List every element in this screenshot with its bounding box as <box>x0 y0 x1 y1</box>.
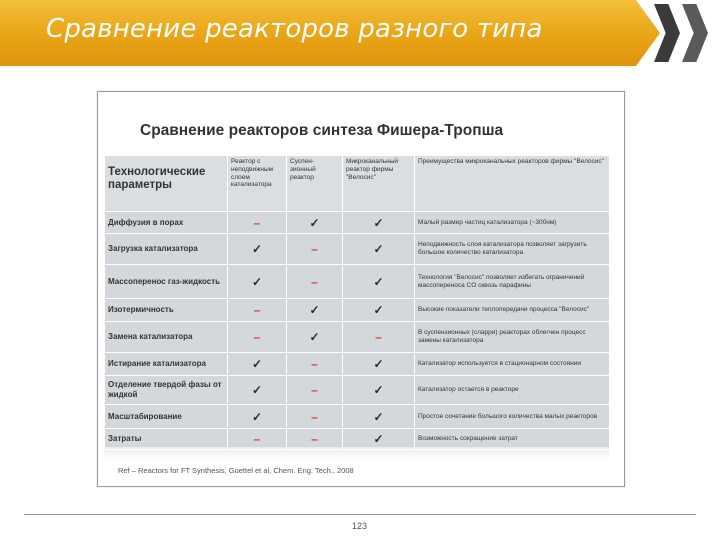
footer-divider <box>24 514 696 515</box>
embedded-slide-image <box>97 91 625 487</box>
row-advantage: Катализатор используется в стационарном состоянии <box>415 353 610 376</box>
row-advantage: В суспензионных (сларри) реакторах облегчен процесс замены катализатора <box>415 322 610 353</box>
table-row <box>105 212 610 234</box>
row-advantage: Технология "Велосис" позволяет избегать ограничений массопереноса CO сквозь парафины <box>415 265 610 299</box>
header-fixed-bed: Реактор с неподвижным слоем катализатора <box>228 156 287 212</box>
header-advantages: Преимущества микроканальных реакторов фирмы "Велосис" <box>415 156 610 212</box>
reference-note: Ref – Reactors for FT Synthesis, Guettel et al, Chem. Eng. Tech., 2008 <box>118 466 354 475</box>
table-row <box>105 265 610 299</box>
mark-microchannel-check-icon: ✓ <box>343 376 415 405</box>
mark-fixed-bed-check-icon: ✓ <box>228 234 287 265</box>
mark-slurry-dash-icon: – <box>287 265 343 299</box>
mark-slurry-check-icon: ✓ <box>287 299 343 322</box>
table-header-row <box>105 156 610 212</box>
comparison-table-wrapper <box>104 155 610 458</box>
mark-slurry-dash-icon: – <box>287 376 343 405</box>
mark-microchannel-check-icon: ✓ <box>343 429 415 450</box>
row-advantage: Катализатор остается в реакторе <box>415 376 610 405</box>
table-row <box>105 376 610 405</box>
mark-microchannel-check-icon: ✓ <box>343 405 415 429</box>
mark-microchannel-check-icon: ✓ <box>343 299 415 322</box>
mark-fixed-bed-dash-icon: – <box>228 429 287 450</box>
mark-fixed-bed-check-icon: ✓ <box>228 405 287 429</box>
mark-fixed-bed-dash-icon: – <box>228 322 287 353</box>
row-param: Отделение твердой фазы от жидкой <box>105 376 228 405</box>
slide-title: Сравнение реакторов разного типа <box>46 14 543 44</box>
table-row <box>105 429 610 450</box>
table-row <box>105 405 610 429</box>
mark-slurry-check-icon: ✓ <box>287 212 343 234</box>
row-advantage: Высокие показатели теплопередачи процесса "Велосис" <box>415 299 610 322</box>
mark-slurry-check-icon: ✓ <box>287 322 343 353</box>
mark-microchannel-check-icon: ✓ <box>343 265 415 299</box>
row-advantage: Неподвижность слоя катализатора позволяет загрузить большое количество катализатора <box>415 234 610 265</box>
mark-fixed-bed-check-icon: ✓ <box>228 376 287 405</box>
mark-microchannel-dash-icon: – <box>343 322 415 353</box>
mark-slurry-dash-icon: – <box>287 405 343 429</box>
row-param: Масштабирование <box>105 405 228 429</box>
row-advantage: Возможность сокращение затрат <box>415 429 610 450</box>
page-number: 123 <box>352 521 368 531</box>
mark-slurry-dash-icon: – <box>287 353 343 376</box>
table-title: Сравнение реакторов синтеза Фишера-Тропша <box>140 122 504 139</box>
mark-fixed-bed-check-icon: ✓ <box>228 265 287 299</box>
chevron-right-icon <box>682 4 708 62</box>
header-param: Технологические параметры <box>105 156 228 212</box>
mark-microchannel-check-icon: ✓ <box>343 212 415 234</box>
mark-fixed-bed-check-icon: ✓ <box>228 353 287 376</box>
table-row <box>105 234 610 265</box>
mark-microchannel-check-icon: ✓ <box>343 234 415 265</box>
header-microchannel: Микроканальный реактор фирмы "Велосис" <box>343 156 415 212</box>
row-param: Изотермичность <box>105 299 228 322</box>
row-advantage: Простое сочетание большого количества малых реакторов <box>415 405 610 429</box>
header-slurry: Суспен- зионный реактор <box>287 156 343 212</box>
mark-fixed-bed-dash-icon: – <box>228 212 287 234</box>
row-param: Загрузка катализатора <box>105 234 228 265</box>
mark-slurry-dash-icon: – <box>287 429 343 450</box>
comparison-table <box>104 155 610 450</box>
row-param: Истирание катализатора <box>105 353 228 376</box>
row-advantage: Малый размер частиц катализатора (~300нм) <box>415 212 610 234</box>
mark-slurry-dash-icon: – <box>287 234 343 265</box>
row-param: Массоперенос газ-жидкость <box>105 265 228 299</box>
table-row <box>105 299 610 322</box>
row-param: Замена катализатора <box>105 322 228 353</box>
table-row <box>105 353 610 376</box>
mark-fixed-bed-dash-icon: – <box>228 299 287 322</box>
table-row <box>105 322 610 353</box>
row-param: Затраты <box>105 429 228 450</box>
mark-microchannel-check-icon: ✓ <box>343 353 415 376</box>
row-param: Диффузия в порах <box>105 212 228 234</box>
